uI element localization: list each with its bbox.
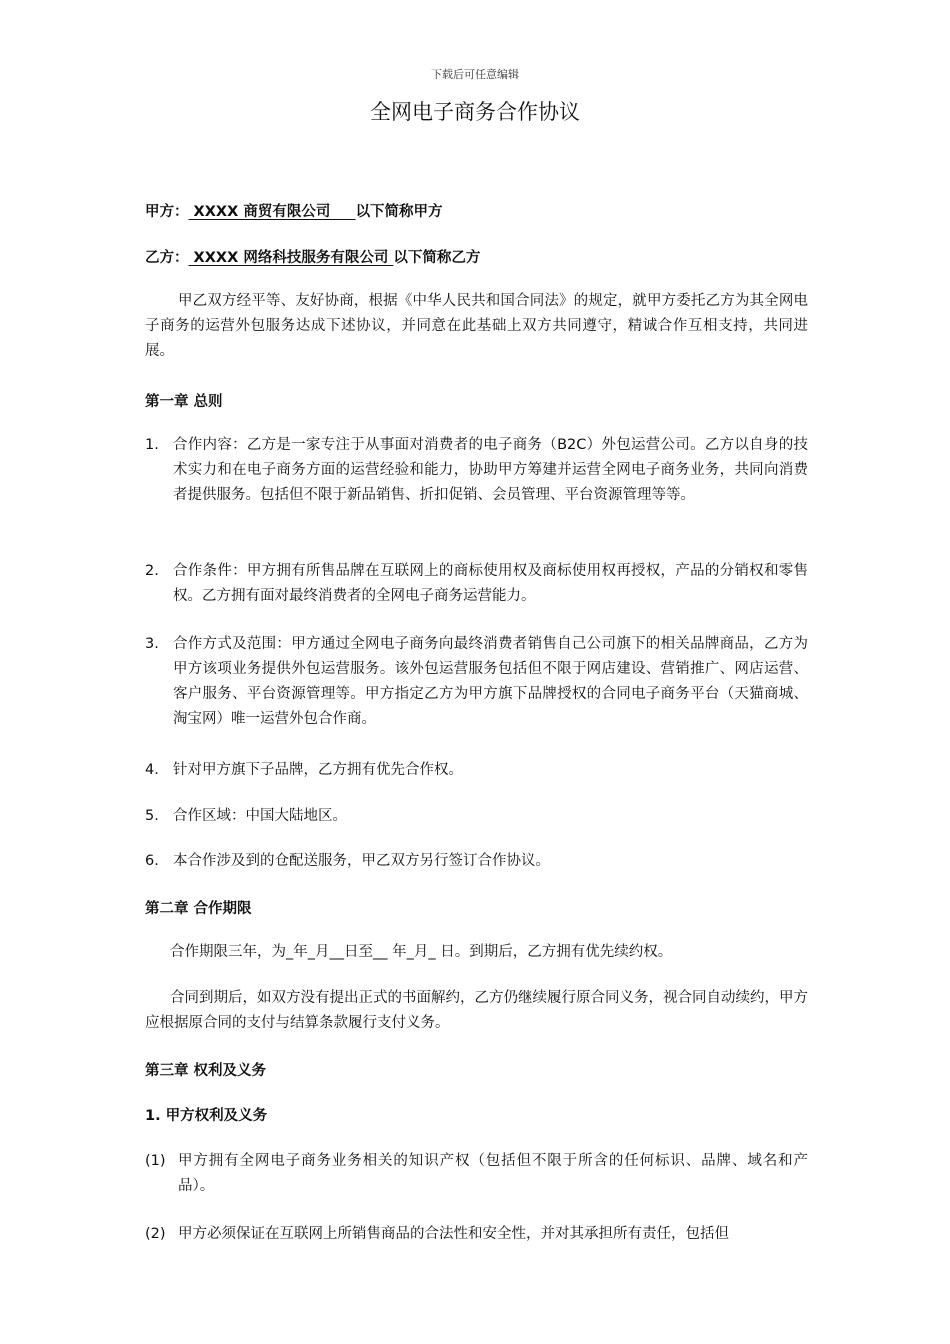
item-number: (2): [145, 1226, 166, 1242]
list-item: [145, 433, 808, 533]
item-text: 针对甲方旗下子品牌，乙方拥有优先合作权。: [173, 762, 463, 778]
list-item: [145, 559, 808, 609]
item-number: 2.: [145, 563, 159, 579]
item-text: 甲方必须保证在互联网上所销售商品的合法性和安全性，并对其承担所有责任，包括但: [178, 1226, 729, 1242]
item-text: 合作区域：中国大陆地区。: [173, 808, 347, 824]
party-a-label: 甲方：: [145, 204, 189, 220]
party-a-suffix: 以下简称甲方: [355, 204, 443, 220]
party-b-name: XXXX 网络科技服务有限公司: [188, 250, 394, 266]
term-paragraph: 合作期限三年，为_年_月__日至__ 年_月_ 日。到期后，乙方拥有优先续约权。: [170, 944, 673, 960]
item-text: 合作内容：乙方是一家专注于从事面对消费者的电子商务（B2C）外包运营公司。乙方以自身的技术实力和在电子商务方面的运营经验和能力，协助甲方筹建并运营全网电子商务业务，共同向消费者提供服务。包括但不限于新品销售、折扣促销、会员管理、平台资源管理等等。: [173, 437, 808, 503]
list-item: [145, 758, 808, 783]
item-text: 甲方拥有全网电子商务业务相关的知识产权（包括但不限于所含的任何标识、品牌、域名和产品）。: [178, 1153, 808, 1194]
item-number: (1): [145, 1153, 166, 1169]
party-b-suffix: 以下简称乙方: [393, 250, 481, 266]
item-number: 1.: [145, 437, 159, 453]
party-a-line: [145, 200, 443, 221]
preamble-paragraph: 甲乙双方经平等、友好协商，根据《中华人民共和国合同法》的规定，就甲方委托乙方为其全网电子商务的运营外包服务达成下述协议，并同意在此基础上双方共同遵守，精诚合作互相支持，共同进展。: [145, 293, 808, 359]
party-b-label: 乙方：: [145, 250, 189, 266]
list-item: [145, 804, 808, 829]
party-a-name: XXXX 商贸有限公司: [188, 204, 356, 220]
section-heading: 1. 甲方权利及义务: [145, 1108, 268, 1124]
party-b-line: [145, 246, 480, 267]
item-text: 合作方式及范围：甲方通过全网电子商务向最终消费者销售自己公司旗下的相关品牌商品，乙方为甲方该项业务提供外包运营服务。该外包运营服务包括但不限于网店建设、营销推广、网店运营、客户服务、平台资源管理等。甲方指定乙方为甲方旗下品牌授权的合同电子商务平台（天猫商城、淘宝网）唯一运营外包合作商。: [173, 636, 808, 727]
renewal-paragraph: 合同到期后，如双方没有提出正式的书面解约，乙方仍继续履行原合同义务，视合同自动续约，甲方应根据原合同的支付与结算条款履行支付义务。: [145, 990, 808, 1031]
chapter2-heading: 第二章 合作期限: [145, 901, 252, 917]
list-item: [145, 1222, 808, 1247]
chapter1-heading: 第一章 总则: [145, 394, 223, 410]
item-number: 5.: [145, 808, 159, 824]
item-number: 3.: [145, 636, 159, 652]
item-number: 4.: [145, 762, 159, 778]
list-item: [145, 849, 808, 874]
list-item: [145, 632, 808, 732]
item-number: 6.: [145, 853, 159, 869]
item-text: 合作条件：甲方拥有所售品牌在互联网上的商标使用权及商标使用权再授权，产品的分销权和零售权。乙方拥有面对最终消费者的全网电子商务运营能力。: [173, 563, 808, 604]
item-text: 本合作涉及到的仓配送服务，甲乙双方另行签订合作协议。: [173, 853, 550, 869]
document-title: 全网电子商务合作协议: [370, 100, 580, 124]
chapter3-heading: 第三章 权利及义务: [145, 1063, 267, 1079]
list-item: [145, 1149, 808, 1199]
header-note: 下载后可任意编辑: [431, 68, 519, 81]
